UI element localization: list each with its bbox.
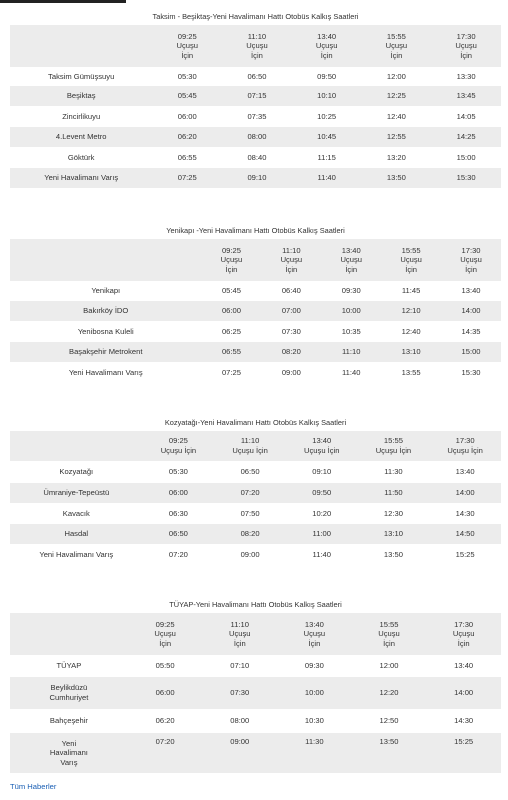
time-cell: 13:10 — [358, 524, 430, 544]
header-flight-cell: 09:25 Uçuşu İçin — [143, 431, 215, 461]
table-row — [10, 483, 501, 503]
time-cell: 15:30 — [441, 362, 501, 383]
time-cell: 14:30 — [429, 503, 501, 524]
time-cell: 10:35 — [321, 321, 381, 342]
header-flight-cell: 17:30 Uçuşu İçin — [426, 613, 501, 655]
stop-name: Yeni Havalimanı Varış — [10, 362, 202, 383]
table-row — [10, 733, 501, 773]
time-cell: 09:00 — [214, 544, 286, 566]
header-flight-cell: 13:40 Uçuşu İçin — [292, 25, 362, 67]
stop-name: TÜYAP — [10, 655, 128, 677]
table-header-row — [10, 613, 501, 655]
schedule-title: Yenikapı -Yeni Havalimanı Hattı Otobüs Kalkış Saatleri — [166, 226, 345, 235]
time-cell: 13:50 — [352, 733, 427, 773]
time-cell: 11:30 — [277, 733, 352, 773]
table-row — [10, 342, 501, 362]
stop-name: Ümraniye-Tepeüstü — [10, 483, 143, 503]
time-cell: 13:50 — [358, 544, 430, 566]
time-cell: 13:40 — [441, 281, 501, 301]
time-cell: 14:35 — [441, 321, 501, 342]
header-flight-cell: 11:10 Uçuşu İçin — [214, 431, 286, 461]
time-cell: 05:50 — [128, 655, 203, 677]
stop-name: Yeni Havalimanı Varış — [10, 168, 152, 188]
time-cell: 07:15 — [222, 86, 292, 106]
time-cell: 10:20 — [286, 503, 358, 524]
time-cell: 12:25 — [362, 86, 432, 106]
time-cell: 07:50 — [214, 503, 286, 524]
schedule-table — [10, 431, 501, 566]
time-cell: 11:30 — [358, 461, 430, 483]
time-cell: 12:30 — [358, 503, 430, 524]
time-cell: 10:10 — [292, 86, 362, 106]
time-cell: 14:30 — [426, 709, 501, 733]
top-bar — [0, 0, 126, 3]
stop-name: Bahçeşehir — [10, 709, 128, 733]
time-cell: 08:00 — [202, 709, 277, 733]
stop-name: Zincirlikuyu — [10, 106, 152, 127]
schedule-title: Kozyatağı-Yeni Havalimanı Hattı Otobüs Kalkış Saatleri — [164, 418, 347, 427]
time-cell: 05:30 — [143, 461, 215, 483]
time-cell: 06:00 — [152, 106, 222, 127]
table-header-row — [10, 25, 501, 67]
time-cell: 08:00 — [222, 127, 292, 147]
time-cell: 07:30 — [202, 677, 277, 709]
table-row — [10, 321, 501, 342]
header-flight-cell: 15:55 Uçuşu İçin — [352, 613, 427, 655]
time-cell: 13:50 — [362, 168, 432, 188]
schedule-title: TÜYAP-Yeni Havalimanı Hattı Otobüs Kalkış Saatleri — [169, 600, 342, 609]
time-cell: 06:25 — [202, 321, 262, 342]
time-cell: 10:45 — [292, 127, 362, 147]
header-flight-cell: 13:40 Uçuşu İçin — [321, 239, 381, 281]
time-cell: 13:40 — [426, 655, 501, 677]
time-cell: 07:20 — [214, 483, 286, 503]
schedule-table — [10, 25, 501, 188]
header-flight-cell: 09:25 Uçuşu İçin — [128, 613, 203, 655]
header-flight-cell: 15:55 Uçuşu İçin — [358, 431, 430, 461]
time-cell: 11:50 — [358, 483, 430, 503]
schedule-table — [10, 239, 501, 383]
header-stop-cell — [10, 613, 128, 655]
table-header-row — [10, 431, 501, 461]
table-row — [10, 86, 501, 106]
header-stop-cell — [10, 25, 152, 67]
stop-name: Başakşehir Metrokent — [10, 342, 202, 362]
table-row — [10, 362, 501, 383]
schedule-yenikapi — [10, 222, 501, 383]
time-cell: 14:00 — [426, 677, 501, 709]
time-cell: 06:50 — [222, 67, 292, 86]
table-row — [10, 168, 501, 188]
table-row — [10, 524, 501, 544]
header-flight-cell: 15:55 Uçuşu İçin — [381, 239, 441, 281]
time-cell: 08:20 — [261, 342, 321, 362]
table-header-row — [10, 239, 501, 281]
table-row — [10, 301, 501, 321]
header-flight-cell: 11:10 Uçuşu İçin — [222, 25, 292, 67]
time-cell: 09:50 — [292, 67, 362, 86]
stop-name: Taksim Gümüşsuyu — [10, 67, 152, 86]
time-cell: 11:45 — [381, 281, 441, 301]
header-stop-cell — [10, 431, 143, 461]
header-flight-cell: 13:40 Uçuşu İçin — [277, 613, 352, 655]
header-flight-cell: 09:25 Uçuşu İçin — [152, 25, 222, 67]
stop-name: Beylikdüzü Cumhuriyet — [10, 677, 128, 709]
time-cell: 09:30 — [277, 655, 352, 677]
table-row — [10, 677, 501, 709]
time-cell: 06:50 — [214, 461, 286, 483]
time-cell: 15:00 — [431, 147, 501, 168]
time-cell: 11:10 — [321, 342, 381, 362]
time-cell: 12:40 — [381, 321, 441, 342]
time-cell: 09:30 — [321, 281, 381, 301]
time-cell: 12:20 — [352, 677, 427, 709]
time-cell: 09:10 — [222, 168, 292, 188]
time-cell: 13:40 — [429, 461, 501, 483]
header-flight-cell: 17:30 Uçuşu İçin — [441, 239, 501, 281]
time-cell: 07:25 — [202, 362, 262, 383]
time-cell: 12:50 — [352, 709, 427, 733]
time-cell: 06:00 — [143, 483, 215, 503]
table-row — [10, 147, 501, 168]
time-cell: 07:25 — [152, 168, 222, 188]
time-cell: 06:30 — [143, 503, 215, 524]
time-cell: 14:25 — [431, 127, 501, 147]
time-cell: 06:20 — [128, 709, 203, 733]
time-cell: 13:45 — [431, 86, 501, 106]
time-cell: 10:00 — [277, 677, 352, 709]
time-cell: 14:50 — [429, 524, 501, 544]
time-cell: 12:40 — [362, 106, 432, 127]
table-row — [10, 503, 501, 524]
stop-name: Kavacık — [10, 503, 143, 524]
all-news-link[interactable]: Tüm Haberler — [10, 782, 57, 791]
time-cell: 11:40 — [292, 168, 362, 188]
time-cell: 07:20 — [128, 733, 203, 773]
time-cell: 11:00 — [286, 524, 358, 544]
time-cell: 07:35 — [222, 106, 292, 127]
time-cell: 14:00 — [429, 483, 501, 503]
time-cell: 14:05 — [431, 106, 501, 127]
header-flight-cell: 17:30 Uçuşu İçin — [431, 25, 501, 67]
time-cell: 06:40 — [261, 281, 321, 301]
time-cell: 06:20 — [152, 127, 222, 147]
time-cell: 06:50 — [143, 524, 215, 544]
header-flight-cell: 11:10 Uçuşu İçin — [202, 613, 277, 655]
time-cell: 07:30 — [261, 321, 321, 342]
time-cell: 07:10 — [202, 655, 277, 677]
time-cell: 15:00 — [441, 342, 501, 362]
time-cell: 12:55 — [362, 127, 432, 147]
time-cell: 15:25 — [429, 544, 501, 566]
header-flight-cell: 13:40 Uçuşu İçin — [286, 431, 358, 461]
table-row — [10, 544, 501, 566]
time-cell: 09:50 — [286, 483, 358, 503]
table-row — [10, 655, 501, 677]
time-cell: 09:00 — [261, 362, 321, 383]
stop-name: Bakırköy İDO — [10, 301, 202, 321]
time-cell: 07:20 — [143, 544, 215, 566]
schedule-table — [10, 613, 501, 773]
time-cell: 12:10 — [381, 301, 441, 321]
time-cell: 11:15 — [292, 147, 362, 168]
time-cell: 09:10 — [286, 461, 358, 483]
time-cell: 06:55 — [202, 342, 262, 362]
schedule-tuyap — [10, 596, 501, 773]
time-cell: 08:40 — [222, 147, 292, 168]
time-cell: 13:10 — [381, 342, 441, 362]
table-row — [10, 709, 501, 733]
header-flight-cell: 17:30 Uçuşu İçin — [429, 431, 501, 461]
stop-name: Yenikapı — [10, 281, 202, 301]
time-cell: 13:30 — [431, 67, 501, 86]
table-row — [10, 127, 501, 147]
stop-name: 4.Levent Metro — [10, 127, 152, 147]
time-cell: 12:00 — [362, 67, 432, 86]
time-cell: 12:00 — [352, 655, 427, 677]
schedule-title: Taksim - Beşiktaş-Yeni Havalimanı Hattı Otobüs Kalkış Saatleri — [152, 12, 359, 21]
time-cell: 10:30 — [277, 709, 352, 733]
table-row — [10, 106, 501, 127]
time-cell: 06:55 — [152, 147, 222, 168]
time-cell: 07:00 — [261, 301, 321, 321]
time-cell: 13:20 — [362, 147, 432, 168]
time-cell: 13:55 — [381, 362, 441, 383]
header-flight-cell: 15:55 Uçuşu İçin — [362, 25, 432, 67]
time-cell: 15:30 — [431, 168, 501, 188]
header-flight-cell: 09:25 Uçuşu İçin — [202, 239, 262, 281]
time-cell: 09:00 — [202, 733, 277, 773]
time-cell: 06:00 — [202, 301, 262, 321]
stop-name: Beşiktaş — [10, 86, 152, 106]
time-cell: 11:40 — [321, 362, 381, 383]
stop-name: Yeni Havalimanı Varış — [10, 544, 143, 566]
table-row — [10, 67, 501, 86]
time-cell: 15:25 — [426, 733, 501, 773]
time-cell: 10:25 — [292, 106, 362, 127]
schedule-kozyatagi — [10, 414, 501, 566]
stop-name: Yeni Havalimanı Varış — [10, 733, 128, 773]
header-flight-cell: 11:10 Uçuşu İçin — [261, 239, 321, 281]
table-row — [10, 281, 501, 301]
stop-name: Göktürk — [10, 147, 152, 168]
time-cell: 05:45 — [152, 86, 222, 106]
time-cell: 06:00 — [128, 677, 203, 709]
time-cell: 05:30 — [152, 67, 222, 86]
schedule-taksim-besiktas — [10, 8, 501, 188]
header-stop-cell — [10, 239, 202, 281]
table-row — [10, 461, 501, 483]
stop-name: Hasdal — [10, 524, 143, 544]
time-cell: 11:40 — [286, 544, 358, 566]
time-cell: 10:00 — [321, 301, 381, 321]
stop-name: Yenibosna Kuleli — [10, 321, 202, 342]
time-cell: 14:00 — [441, 301, 501, 321]
time-cell: 08:20 — [214, 524, 286, 544]
stop-name: Kozyatağı — [10, 461, 143, 483]
time-cell: 05:45 — [202, 281, 262, 301]
